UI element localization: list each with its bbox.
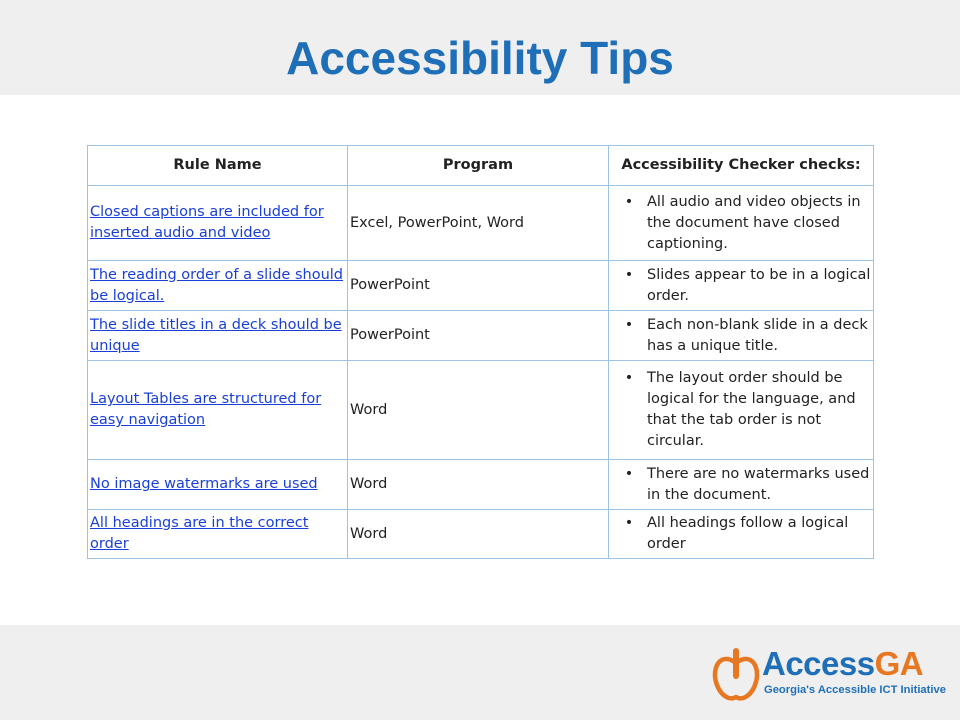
- header-checker-checks: Accessibility Checker checks:: [609, 146, 874, 186]
- check-cell: [609, 460, 874, 510]
- rule-cell: [88, 186, 348, 261]
- table-row: [88, 361, 874, 460]
- slide-title: Accessibility Tips: [286, 32, 674, 84]
- accessibility-tips-table: [87, 145, 874, 559]
- check-text: All headings follow a logical order: [647, 515, 849, 552]
- rule-cell: [88, 460, 348, 510]
- accessga-logo: [712, 645, 946, 706]
- bullet-icon: •: [624, 266, 634, 283]
- power-button-peach-icon: [712, 646, 760, 702]
- check-text: Each non-blank slide in a deck has a unique title.: [647, 316, 868, 354]
- check-cell: [609, 186, 874, 261]
- rule-link[interactable]: No image watermarks are used: [90, 476, 318, 492]
- header-program: Program: [348, 146, 609, 186]
- bullet-icon: •: [624, 370, 634, 386]
- bullet-icon: •: [624, 316, 634, 333]
- rule-cell: [88, 361, 348, 460]
- rule-link[interactable]: The slide titles in a deck should be unique: [90, 316, 342, 354]
- table-row: [88, 261, 874, 311]
- program-cell: Excel, PowerPoint, Word: [348, 186, 609, 261]
- check-cell: [609, 510, 874, 559]
- bullet-icon: •: [624, 515, 634, 531]
- rule-link[interactable]: Closed captions are included for inserted audio and video: [90, 204, 324, 241]
- program-cell: Word: [348, 460, 609, 510]
- logo-wordmark: AccessGA: [762, 645, 924, 682]
- header-rule-name: Rule Name: [88, 146, 348, 186]
- bullet-icon: •: [624, 465, 634, 482]
- program-cell: PowerPoint: [348, 311, 609, 361]
- check-cell: [609, 261, 874, 311]
- program-cell: Word: [348, 510, 609, 559]
- table-row: [88, 510, 874, 559]
- check-text: Slides appear to be in a logical order.: [647, 266, 871, 304]
- rule-cell: [88, 311, 348, 361]
- table-row: [88, 460, 874, 510]
- rule-link[interactable]: All headings are in the correct order: [90, 515, 309, 552]
- check-text: All audio and video objects in the document have closed captioning.: [647, 193, 861, 252]
- bullet-icon: •: [624, 193, 634, 210]
- rule-cell: [88, 510, 348, 559]
- rule-link[interactable]: The reading order of a slide should be logical.: [90, 266, 343, 304]
- table-row: [88, 186, 874, 261]
- check-text: The layout order should be logical for the language, and that the tab order is not circular.: [647, 370, 856, 449]
- table-header-row: [88, 146, 874, 186]
- program-cell: PowerPoint: [348, 261, 609, 311]
- rule-link[interactable]: Layout Tables are structured for easy navigation: [90, 391, 322, 428]
- check-cell: [609, 311, 874, 361]
- check-cell: [609, 361, 874, 460]
- logo-tagline: Georgia's Accessible ICT Initiative: [764, 684, 946, 696]
- program-cell: Word: [348, 361, 609, 460]
- check-text: There are no watermarks used in the document.: [647, 465, 870, 503]
- rule-cell: [88, 261, 348, 311]
- table-row: [88, 311, 874, 361]
